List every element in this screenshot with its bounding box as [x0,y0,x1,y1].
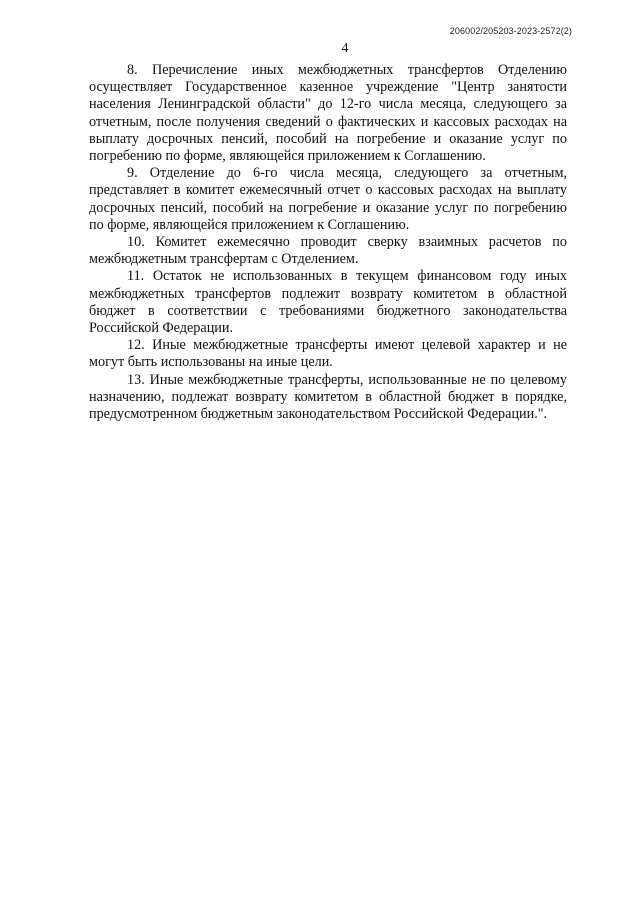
document-body [89,62,567,423]
document-number: 206002/205203-2023-2572(2) [449,26,572,36]
paragraph-8: 8. Перечисление иных межбюджетных трансфертов Отделению осуществляет Государственное казенное учреждение "Центр занятости населения Ленинградской области" до 12-го числа месяца, следующего за отчетным, после получения сведений о фактических и кассовых расходах на выплату досрочных пенсий, пособий на погребение и оказание услуг по погребению по форме, являющейся приложением к Соглашению. [89,62,567,165]
paragraph-12: 12. Иные межбюджетные трансферты имеют целевой характер и не могут быть использованы на иные цели. [89,337,567,371]
paragraph-11: 11. Остаток не использованных в текущем финансовом году иных межбюджетных трансфертов подлежит возврату комитетом в областной бюджет в соответствии с требованиями бюджетного законодательства Российской Федерации. [89,268,567,337]
paragraph-9: 9. Отделение до 6-го числа месяца, следующего за отчетным, представляет в комитет ежемесячный отчет о кассовых расходах на выплату досрочных пенсий, пособий на погребение и оказание услуг по погребению по форме, являющейся приложением к Соглашению. [89,165,567,233]
paragraph-10: 10. Комитет ежемесячно проводит сверку взаимных расчетов по межбюджетным трансфертам с Отделением. [89,234,567,268]
paragraph-13: 13. Иные межбюджетные трансферты, использованные не по целевому назначению, подлежат возврату комитетом в областной бюджет в порядке, предусмотренном бюджетным законодательством Российской Федерации.". [89,371,567,423]
page-number: 4 [341,41,349,56]
